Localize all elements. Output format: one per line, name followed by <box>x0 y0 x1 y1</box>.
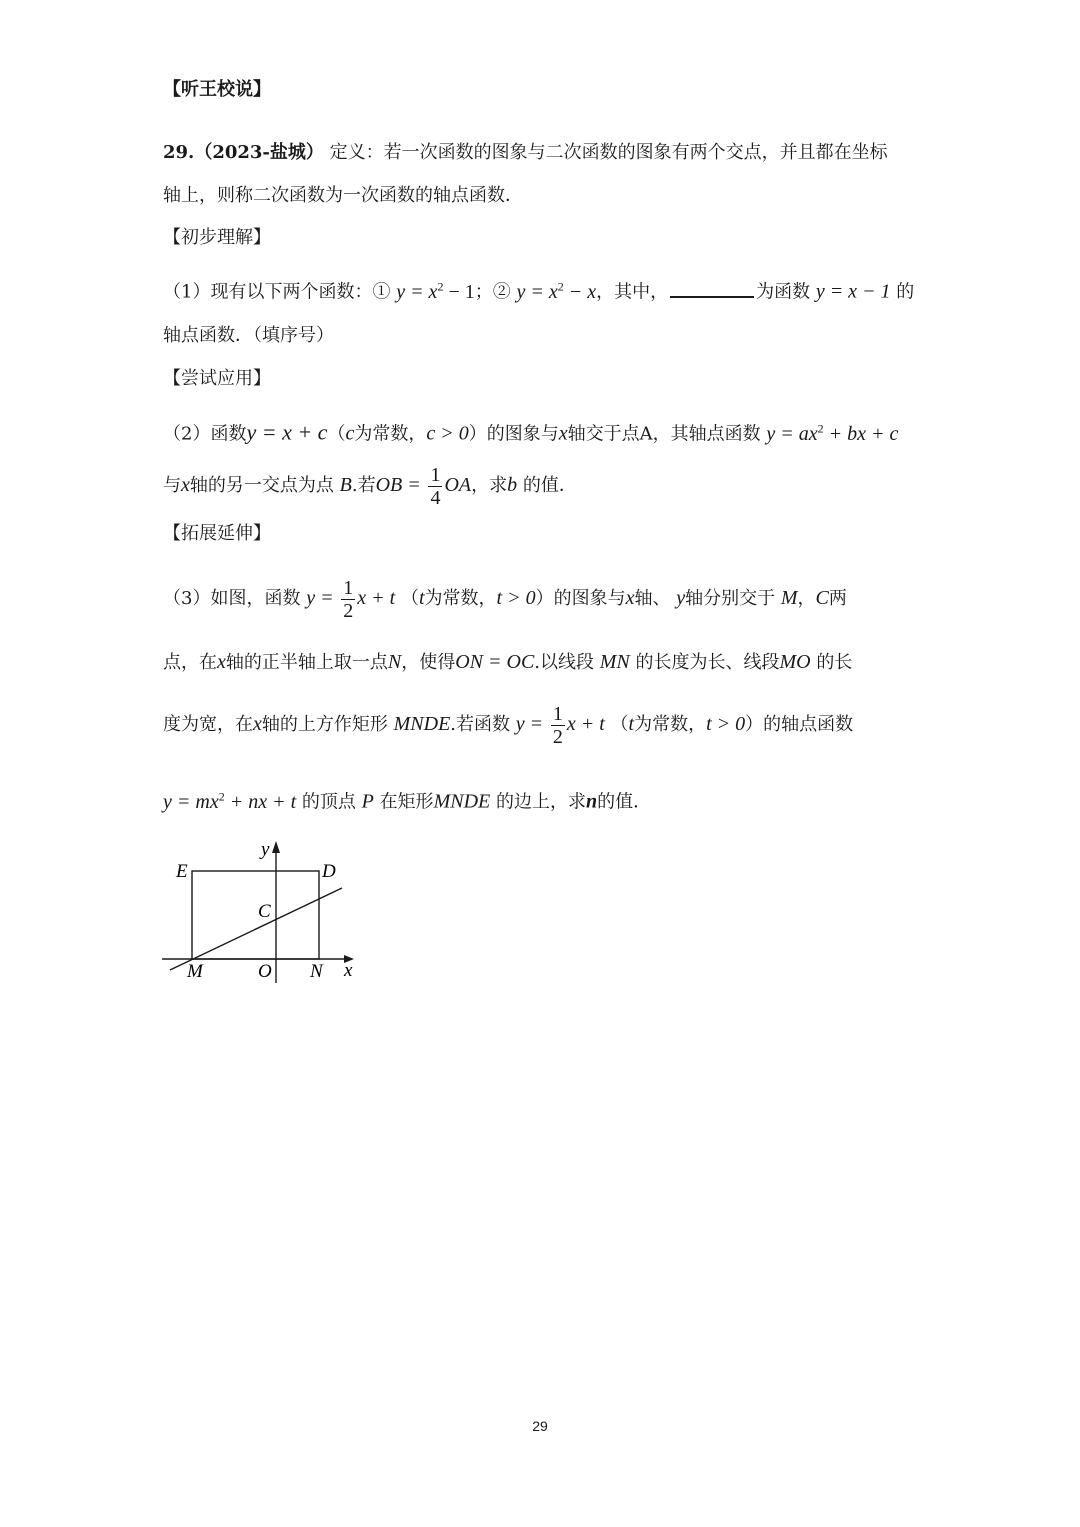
q3-l3-y: y = <box>515 713 544 735</box>
q2-condition: c > 0 <box>426 422 469 445</box>
q3-l4-p4: 的值． <box>597 791 652 813</box>
q3-l1-p5: 轴、 <box>634 588 671 609</box>
q3-l1-xt: x + t <box>357 587 396 609</box>
q3-l3-xt: x + t <box>566 713 605 735</box>
label-c: C <box>258 901 271 922</box>
q2-l2-p1: 与 <box>163 475 181 496</box>
q3-l4-fa: y = mx <box>163 790 219 813</box>
q2-p5: 轴交于点A，其轴点函数 <box>567 423 761 445</box>
label-m: M <box>187 961 203 982</box>
q2-oa: OA <box>444 474 472 496</box>
q1-function1 <box>396 281 475 303</box>
q2-l2-p2: 轴的另一交点为点 <box>189 475 334 496</box>
section2-question-line2 <box>163 463 577 509</box>
q2-p4: ）的图象与 <box>468 423 559 445</box>
q2-p3: 为常数， <box>354 423 427 445</box>
section3-question-line4 <box>163 784 651 815</box>
q3-l2-p5: 的长度为长、线段 <box>635 652 780 673</box>
q2-l2-x: x <box>181 474 190 496</box>
label-e: E <box>176 861 188 882</box>
q3-l1-cond: t > 0 <box>496 587 536 609</box>
label-o: O <box>258 961 272 982</box>
label-y: y <box>261 839 270 860</box>
q3-frac1-den: 2 <box>343 599 354 622</box>
section3-question-line2 <box>163 650 852 675</box>
y-axis-arrow <box>272 841 280 853</box>
q3-l4-exp: 2 <box>218 789 225 803</box>
q3-l1-x: x <box>625 587 635 609</box>
label-d: D <box>322 861 336 882</box>
rectangle-mnde <box>192 871 319 959</box>
q3-l2-p3: ，使得 <box>401 652 456 673</box>
problem-definition-line1 <box>163 141 888 165</box>
linear-function-line <box>170 888 342 970</box>
q1-f1-exp: 2 <box>437 279 444 293</box>
q3-function-quadratic <box>163 791 296 813</box>
q3-l1-c: C <box>815 587 829 609</box>
q1-prefix: （1）现有以下两个函数： <box>163 281 373 303</box>
q3-l2-x: x <box>217 651 226 673</box>
q3-l3-p3: .若函数 <box>450 714 511 735</box>
q3-l3-p4: （ <box>610 714 629 735</box>
q3-l4-p1: 的顶点 <box>301 791 356 813</box>
q3-l3-p6: ）的轴点函数 <box>745 714 854 735</box>
q3-l2-n: N <box>387 651 402 673</box>
q3-l2-p1: 点，在 <box>163 652 217 673</box>
q3-l1-p2: （ <box>400 588 419 609</box>
q2-point-b: B <box>339 474 352 496</box>
q1-circle2: ② <box>492 281 511 303</box>
q2-c-var: c <box>345 422 355 445</box>
q2-f2-tail: + bx + c <box>823 422 899 445</box>
q3-fraction2 <box>551 703 565 748</box>
q3-l1-p8: 两 <box>828 588 847 609</box>
q3-frac1-num: 1 <box>343 576 354 599</box>
q2-p1: （2）函数 <box>163 423 247 445</box>
q2-l2-p5: 的值． <box>522 475 577 496</box>
q3-l3-p5: 为常数， <box>634 714 707 735</box>
q2-l2-p3: .若 <box>351 475 376 496</box>
section3-question-line3 <box>163 702 853 748</box>
q2-frac-num: 1 <box>430 463 441 486</box>
q3-l4-p: P <box>361 790 374 813</box>
q3-l4-fb: + nx + t <box>224 790 297 813</box>
q2-f2-base: y = ax <box>766 422 818 445</box>
q3-l1-m: M <box>780 587 798 609</box>
q3-l1-p1: （3）如图，函数 <box>163 588 301 609</box>
q3-l3-x: x <box>253 713 262 735</box>
q3-l3-cond: t > 0 <box>706 713 746 735</box>
q2-l2-p4: ，求 <box>471 475 508 496</box>
q1-circle1: ① <box>372 281 391 303</box>
q3-l2-p2: 轴的正半轴上取一点 <box>225 652 388 673</box>
q3-frac2-num: 1 <box>552 702 563 725</box>
q3-l4-p3: 的边上，求 <box>495 791 586 813</box>
q3-l1-t: t <box>418 587 425 609</box>
q3-l2-mo: MO <box>779 651 811 673</box>
label-n: N <box>310 961 323 982</box>
q2-fraction <box>428 464 442 509</box>
q3-frac2-den: 2 <box>552 725 563 748</box>
label-x: x <box>344 960 353 981</box>
section2-heading: 【尝试应用】 <box>163 368 271 389</box>
q2-x-var: x <box>558 422 568 445</box>
section2-question-line1 <box>163 416 898 447</box>
q3-l1-p4: ）的图象与 <box>535 588 626 609</box>
section3-heading: 【拓展延伸】 <box>163 523 271 544</box>
geometry-figure <box>160 835 360 985</box>
q2-f2-exp: 2 <box>817 421 824 435</box>
q3-l2-p4: .以线段 <box>534 652 595 673</box>
q1-f2-base: y = x <box>516 280 558 303</box>
q3-l3-mnde: MNDE <box>393 713 451 735</box>
q3-fraction1 <box>341 577 355 622</box>
q3-l1-yv: y <box>676 587 686 609</box>
q3-l2-p6: 的长 <box>816 652 853 673</box>
q2-frac-den: 4 <box>430 486 441 509</box>
q1-mid: ，其中， <box>596 281 669 303</box>
q3-l1-p7: ， <box>797 588 816 609</box>
answer-blank[interactable] <box>670 278 754 298</box>
section1-heading: 【初步理解】 <box>163 227 271 248</box>
q1-f1-tail: − 1 <box>443 280 475 303</box>
section1-question-line2: 轴点函数．（填序号） <box>163 325 334 346</box>
page-number: 29 <box>532 1418 548 1434</box>
q3-l1-p3: 为常数， <box>424 588 497 609</box>
q3-l4-p2: 在矩形 <box>379 791 434 813</box>
problem-number: 29.（2023-盐城） <box>163 142 324 163</box>
problem-definition-line2: 轴上，则称二次函数为一次函数的轴点函数． <box>163 185 523 206</box>
section1-question-line1 <box>163 274 914 305</box>
q1-f2-tail: − x <box>563 280 597 303</box>
section3-question-line1 <box>163 576 847 622</box>
q2-function2 <box>766 423 898 445</box>
definition-text-1: 定义：若一次函数的图象与二次函数的图象有两个交点，并且都在坐标 <box>329 142 888 163</box>
q3-l2-mn: MN <box>599 651 630 673</box>
header-label: 【听王校说】 <box>163 79 271 100</box>
q1-f2-exp: 2 <box>557 279 564 293</box>
q2-b-var: b <box>507 474 518 496</box>
q2-p2: （ <box>327 423 346 445</box>
q3-l2-eq: ON = OC <box>455 651 535 673</box>
q1-after-blank: 为函数 <box>756 281 811 303</box>
q3-l3-t: t <box>628 713 635 735</box>
q3-l1-p6: 轴分别交于 <box>685 588 776 609</box>
q1-function2 <box>516 281 596 303</box>
q1-end: 的 <box>896 281 915 303</box>
q3-l3-p2: 轴的上方作矩形 <box>261 714 388 735</box>
q2-ob: OB = <box>375 474 421 496</box>
q3-l4-mnde: MNDE <box>433 790 491 813</box>
q3-l1-y: y = <box>306 587 334 609</box>
q1-function3: y = x − 1 <box>815 280 891 303</box>
q1-sep: ； <box>474 281 493 303</box>
q3-l3-p1: 度为宽，在 <box>163 714 253 735</box>
q2-function1: y = x + c <box>246 419 328 445</box>
q3-l4-n: n <box>585 790 598 813</box>
q1-f1-base: y = x <box>396 280 438 303</box>
